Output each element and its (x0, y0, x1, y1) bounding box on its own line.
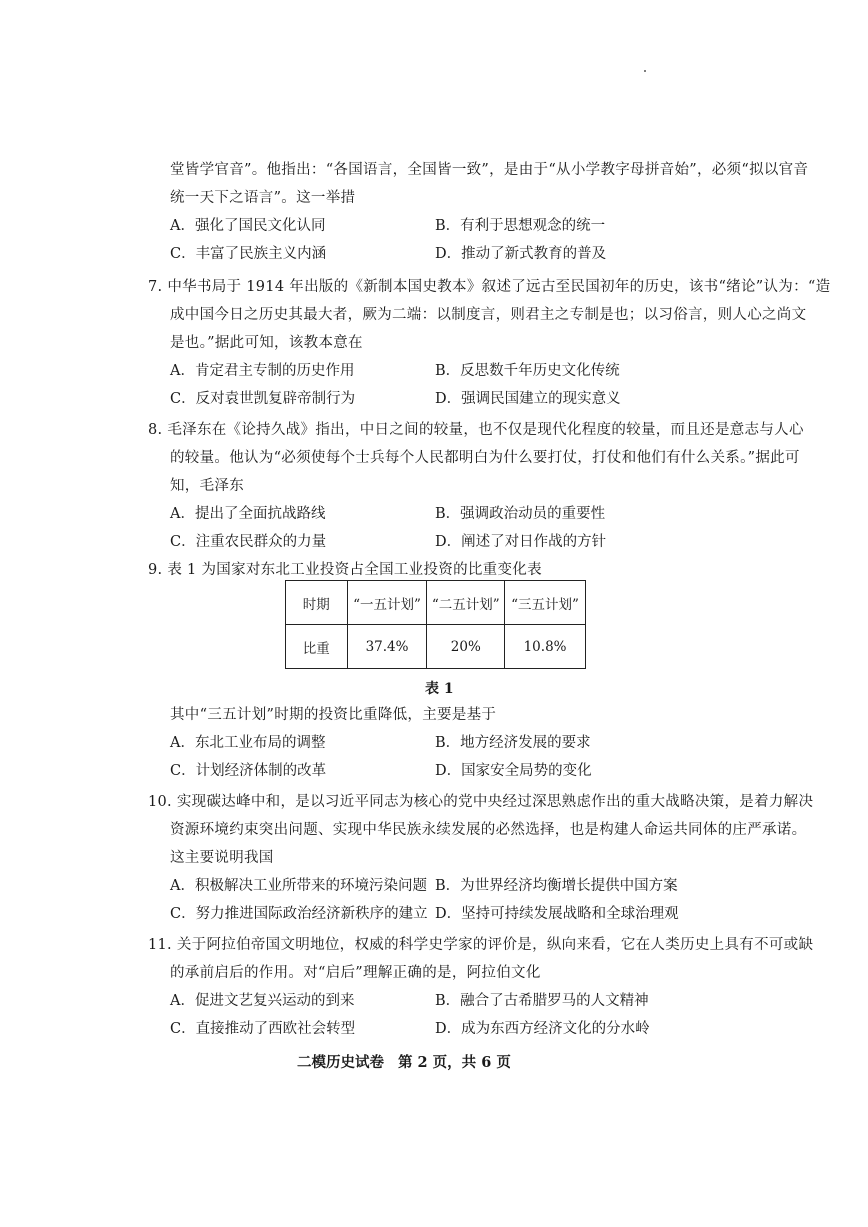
q7-option-a: A．肯定君主专制的历史作用 (170, 363, 355, 379)
q8-option-c: C．注重农民群众的力量 (170, 534, 327, 550)
q9-option-d: D．国家安全局势的变化 (435, 763, 592, 779)
q11-option-c: C．直接推动了西欧社会转型 (170, 1021, 356, 1037)
q11-option-a: A．促进文艺复兴运动的到来 (170, 993, 355, 1009)
q7-line-3: 是也。”据此可知，该教本意在 (170, 335, 363, 351)
q11-option-b: B．融合了古希腊罗马的人文精神 (435, 993, 649, 1009)
q10-option-c: C．努力推进国际政治经济新秩序的建立 (170, 906, 428, 922)
q6-option-a: A．强化了国民文化认同 (170, 218, 326, 234)
page-footer (297, 1051, 525, 1072)
q8-line-1: 8. 毛泽东在《论持久战》指出，中日之间的较量，也不仅是现代化程度的较量，而且还是意志与人心 (148, 422, 804, 438)
q6-option-d: D．推动了新式教育的普及 (435, 246, 607, 262)
speck (644, 70, 646, 72)
page-number: 第 2 页，共 6 页 (398, 1054, 511, 1071)
table-header-cell: 时期 (286, 581, 348, 625)
q10-line-1: 10. 实现碳达峰中和，是以习近平同志为核心的党中央经过深思熟虑作出的重大战略决策，是着力解决 (148, 794, 814, 810)
table-caption: 表 1 (425, 681, 454, 697)
q6-option-c: C．丰富了民族主义内涵 (170, 246, 327, 262)
q11-option-d: D．成为东西方经济文化的分水岭 (435, 1021, 650, 1037)
q8-option-b: B．强调政治动员的重要性 (435, 506, 606, 522)
table-cell: 20% (427, 625, 505, 669)
investment-table (285, 580, 586, 669)
q10-option-a: A．积极解决工业所带来的环境污染问题 (170, 878, 427, 894)
table-header-row (286, 581, 586, 625)
q10-line-2: 资源环境约束突出问题、实现中华民族永续发展的必然选择，也是构建人命运共同体的庄严承诺。 (170, 822, 807, 838)
table-cell: 37.4% (347, 625, 427, 669)
table-row (286, 625, 586, 669)
q9-line-1: 9. 表 1 为国家对东北工业投资占全国工业投资的比重变化表 (148, 562, 542, 578)
q8-line-2: 的较量。他认为“必须使每个士兵每个人民都明白为什么要打仗，打仗和他们有什么关系。”据此可 (170, 450, 800, 466)
table-cell: 10.8% (505, 625, 586, 669)
q7-line-1: 7. 中华书局于 1914 年出版的《新制本国史教本》叙述了远古至民国初年的历史，该书“绪论”认为：“造 (148, 279, 831, 295)
q7-option-d: D．强调民国建立的现实意义 (435, 391, 621, 407)
q8-option-a: A．提出了全面抗战路线 (170, 506, 326, 522)
q6-line-2: 统一天下之语言”。这一举措 (170, 190, 356, 206)
table-cell: 比重 (286, 625, 348, 669)
table-header-cell: “三五计划” (505, 581, 586, 625)
q10-line-3: 这主要说明我国 (170, 850, 274, 866)
q10-option-d: D．坚持可持续发展战略和全球治理观 (435, 906, 679, 922)
q6-line-1: 堂皆学官音”。他指出：“各国语言，全国皆一致”，是由于“从小学教字母拼音始”，必须“拟以官音 (170, 162, 809, 178)
q8-line-3: 知，毛泽东 (170, 478, 244, 494)
q7-option-c: C．反对袁世凯复辟帝制行为 (170, 391, 356, 407)
q6-option-b: B．有利于思想观念的统一 (435, 218, 606, 234)
q9-option-c: C．计划经济体制的改革 (170, 763, 327, 779)
q11-line-2: 的承前启后的作用。对“启后”理解正确的是，阿拉伯文化 (170, 965, 541, 981)
q9-line-after: 其中“三五计划”时期的投资比重降低，主要是基于 (170, 707, 497, 723)
table-header-cell: “二五计划” (427, 581, 505, 625)
table-header-cell: “一五计划” (347, 581, 427, 625)
q9-option-a: A．东北工业布局的调整 (170, 735, 326, 751)
exam-title: 二模历史试卷 (297, 1054, 384, 1071)
q11-line-1: 11. 关于阿拉伯帝国文明地位，权威的科学史学家的评价是，纵向来看，它在人类历史上具有不可或缺 (148, 937, 814, 953)
q10-option-b: B．为世界经济均衡增长提供中国方案 (435, 878, 678, 894)
q7-option-b: B．反思数千年历史文化传统 (435, 363, 620, 379)
q9-option-b: B．地方经济发展的要求 (435, 735, 591, 751)
q8-option-d: D．阐述了对日作战的方针 (435, 534, 607, 550)
q7-line-2: 成中国今日之历史其最大者，厥为二端：以制度言，则君主之专制是也；以习俗言，则人心之尚文 (170, 307, 807, 323)
